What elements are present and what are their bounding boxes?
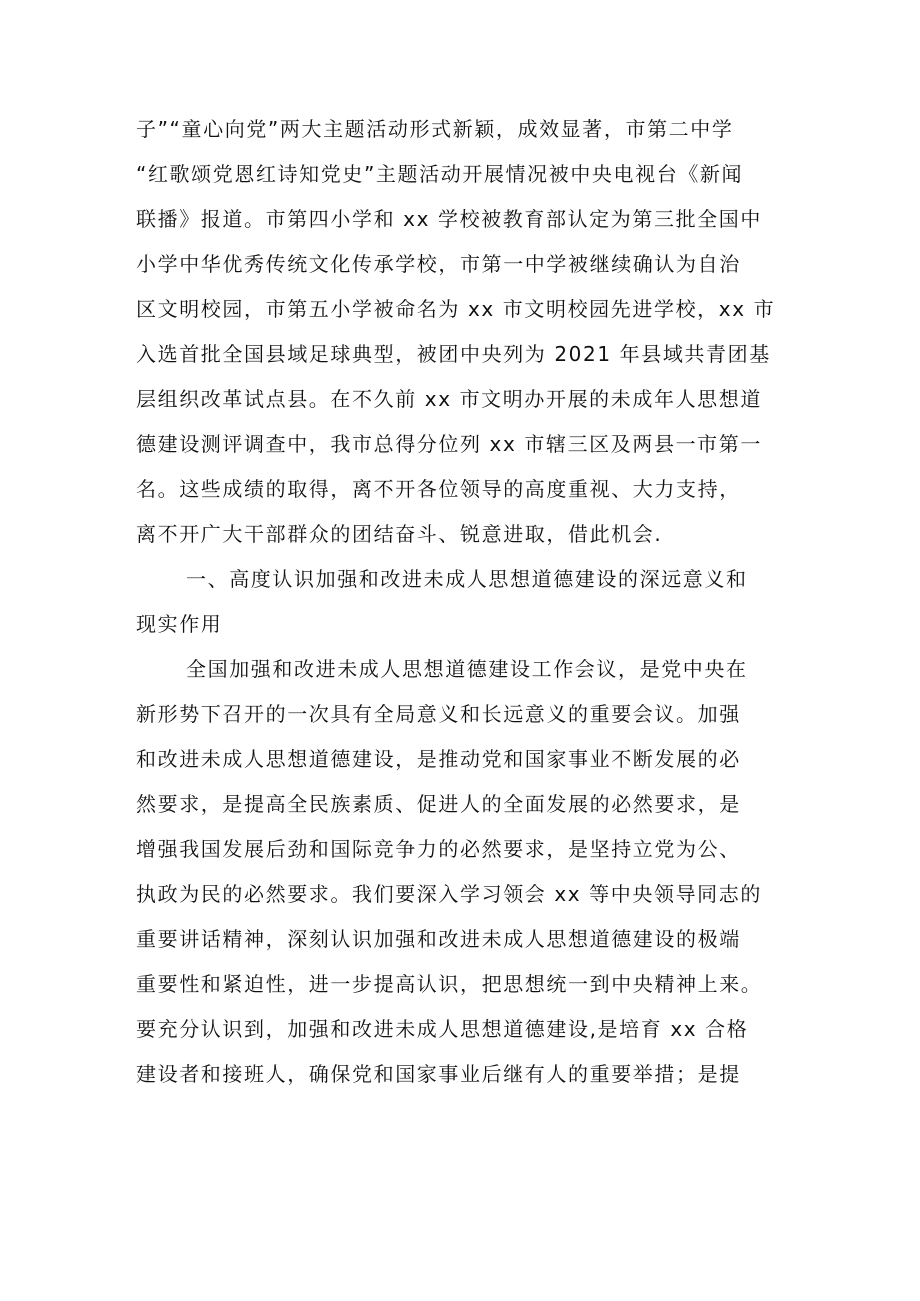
text-line: 小学中华优秀传统文化传承学校，市第一中学被继续确认为自治 bbox=[136, 252, 741, 276]
text-line: 德建设测评调查中，我市总得分位列 xx 市辖三区及两县一市第一 bbox=[136, 432, 762, 456]
section-heading: 一、高度认识加强和改进未成人思想道德建设的深远意义和 bbox=[186, 567, 748, 591]
text-line: 子”“童心向党”两大主题活动形式新颖，成效显著，市第二中学 bbox=[136, 117, 734, 141]
text-line: 新形势下召开的一次具有全局意义和长远意义的重要会议。加强 bbox=[136, 702, 741, 726]
text-line: 名。这些成绩的取得，离不开各位领导的高度重视、大力支持， bbox=[136, 477, 741, 501]
text-line: 重要性和紧迫性，进一步提高认识，把思想统一到中央精神上来。 bbox=[136, 972, 763, 996]
text-line: 和改进未成人思想道德建设，是推动党和国家事业不断发展的必 bbox=[136, 747, 741, 771]
text-line: 重要讲话精神，深刻认识加强和改进未成人思想道德建设的极端 bbox=[136, 927, 741, 951]
text-line: 建设者和接班人，确保党和国家事业后继有人的重要举措；是提 bbox=[136, 1062, 741, 1086]
text-line: 联播》报道。市第四小学和 xx 学校被教育部认定为第三批全国中 bbox=[136, 207, 762, 231]
text-line: 离不开广大干部群众的团结奋斗、锐意进取，借此机会. bbox=[136, 522, 663, 546]
text-line: 执政为民的必然要求。我们要深入学习领会 xx 等中央领导同志的 bbox=[136, 882, 762, 906]
document-body bbox=[136, 112, 796, 1092]
paragraph-start: 全国加强和改进未成人思想道德建设工作会议，是党中央在 bbox=[186, 657, 748, 681]
section-heading-continued: 现实作用 bbox=[136, 612, 223, 636]
text-line: 区文明校园，市第五小学被命名为 xx 市文明校园先进学校，xx 市 bbox=[136, 297, 776, 321]
text-line: 然要求，是提高全民族素质、促进人的全面发展的必然要求，是 bbox=[136, 792, 741, 816]
text-line: 要充分认识到，加强和改进未成人思想道德建设,是培育 xx 合格 bbox=[136, 1017, 749, 1041]
text-line: 入选首批全国县域足球典型，被团中央列为 2021 年县域共青团基 bbox=[136, 342, 771, 366]
text-line: “红歌颂党恩红诗知党史”主题活动开展情况被中央电视台《新闻 bbox=[136, 162, 744, 186]
text-line: 增强我国发展后劲和国际竞争力的必然要求，是坚持立党为公、 bbox=[136, 837, 741, 861]
text-line: 层组织改革试点县。在不久前 xx 市文明办开展的未成年人思想道 bbox=[136, 387, 762, 411]
